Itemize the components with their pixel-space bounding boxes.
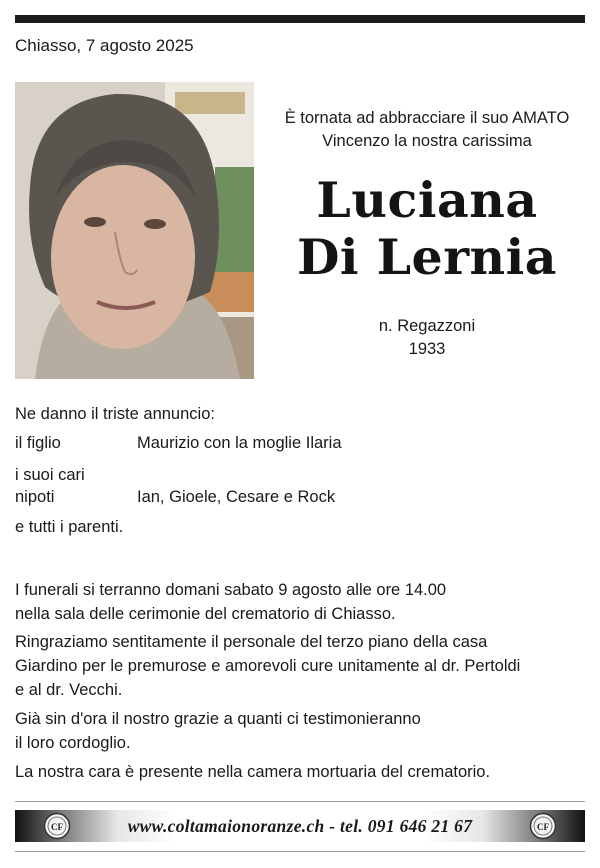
funeral-home-emblem-icon: [529, 812, 557, 840]
thanks-paragraph: [15, 630, 585, 702]
last-name: Di Lernia: [296, 228, 558, 286]
family-role: e tutti i parenti.: [15, 518, 124, 536]
portrait-photo: [15, 82, 254, 379]
viewing-paragraph: [15, 760, 585, 784]
deceased-name: [264, 172, 590, 286]
intro-text: [264, 107, 590, 153]
family-role: i suoi cari: [15, 466, 85, 484]
family-role: nipoti: [15, 488, 55, 506]
footer-rule-bottom: [15, 851, 585, 852]
first-name: Luciana: [316, 171, 538, 229]
footer-band: [15, 810, 585, 842]
text-line: e al dr. Vecchi.: [15, 681, 123, 699]
footer-contact: www.coltamaionoranze.ch - tel. 091 646 21 67: [127, 816, 473, 836]
text-line: Giardino per le premurose e amorevoli cure unitamente al dr. Pertoldi: [15, 657, 521, 675]
svg-text:CF: CF: [51, 822, 63, 832]
family-names: Ian, Gioele, Cesare e Rock: [137, 488, 336, 506]
text-line: La nostra cara è presente nella camera mortuaria del crematorio.: [15, 763, 491, 781]
footer-rule-top: [15, 801, 585, 802]
family-names: Maurizio con la moglie Ilaria: [137, 434, 342, 452]
family-role: il figlio: [15, 434, 61, 452]
text-line: I funerali si terranno domani sabato 9 agosto alle ore 14.00: [15, 581, 447, 599]
text-line: Già sin d'ora il nostro grazie a quanti ci testimonieranno: [15, 710, 421, 728]
text-line: Ringraziamo sentitamente il personale del terzo piano della casa: [15, 633, 488, 651]
funeral-paragraph: [15, 578, 585, 626]
top-rule: [15, 15, 585, 23]
maiden-name: n. Regazzoni: [378, 317, 476, 335]
gratitude-paragraph: [15, 707, 585, 755]
text-line: il loro cordoglio.: [15, 734, 131, 752]
birth-info: [264, 315, 590, 361]
announcement: Ne danno il triste annuncio:: [15, 405, 215, 423]
birth-year: 1933: [408, 340, 446, 358]
intro-line: È tornata ad abbracciare il suo AMATO: [284, 109, 570, 127]
intro-line: Vincenzo la nostra carissima: [322, 132, 532, 150]
text-line: nella sala delle cerimonie del crematorio di Chiasso.: [15, 605, 396, 623]
place-date: Chiasso, 7 agosto 2025: [15, 36, 194, 55]
svg-text:CF: CF: [537, 822, 549, 832]
